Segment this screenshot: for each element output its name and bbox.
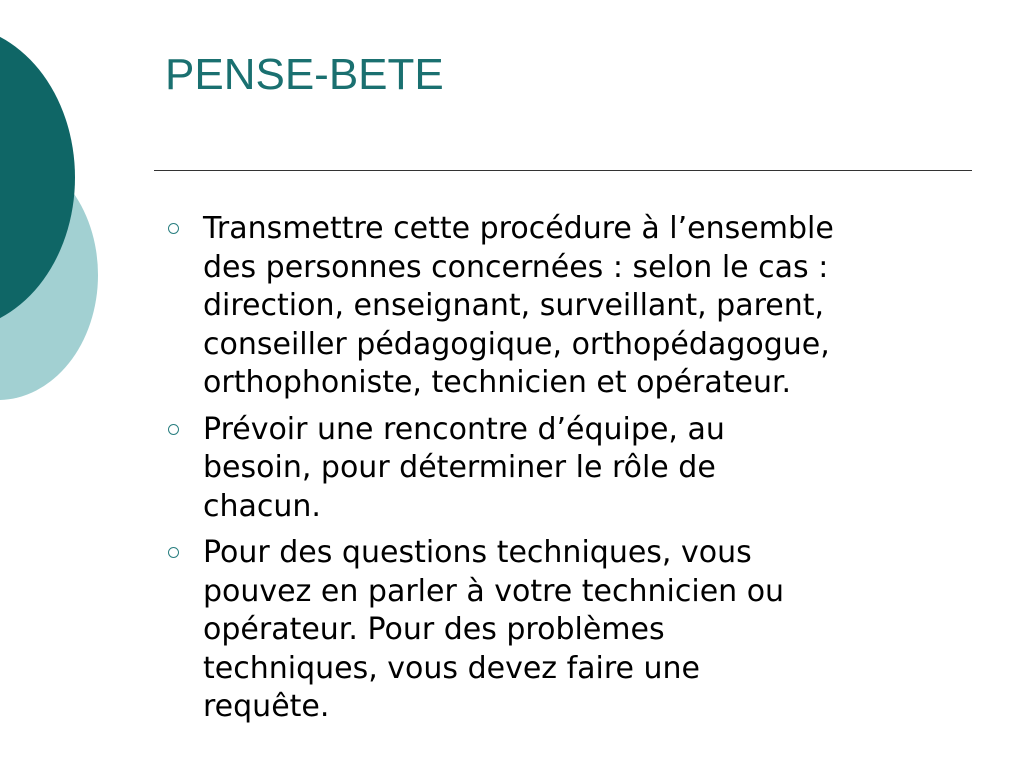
- hollow-circle-bullet-icon: [168, 547, 179, 558]
- bullet-text: Transmettre cette procédure à l’ensemble des personnes concernées : selon le cas : direction, enseignant, surveillant, parent, conseiller pédagogique, orthopédagogue, orthophoniste, technicien et opérateur.: [203, 211, 834, 400]
- hollow-circle-bullet-icon: [168, 223, 179, 234]
- bullet-text: Prévoir une rencontre d’équipe, au besoin, pour déterminer le rôle de chacun.: [203, 411, 725, 524]
- hollow-circle-bullet-icon: [168, 424, 179, 435]
- bullet-item: [165, 411, 965, 527]
- slide-title: PENSE-BETE: [165, 50, 444, 99]
- title-divider: [154, 170, 972, 171]
- bullet-text: Pour des questions techniques, vous pouvez en parler à votre technicien ou opérateur. Pour des problèmes techniques, vous devez faire une requête.: [203, 535, 785, 724]
- bullet-list: [165, 210, 965, 735]
- bullet-item: [165, 534, 965, 727]
- bullet-item: [165, 210, 965, 403]
